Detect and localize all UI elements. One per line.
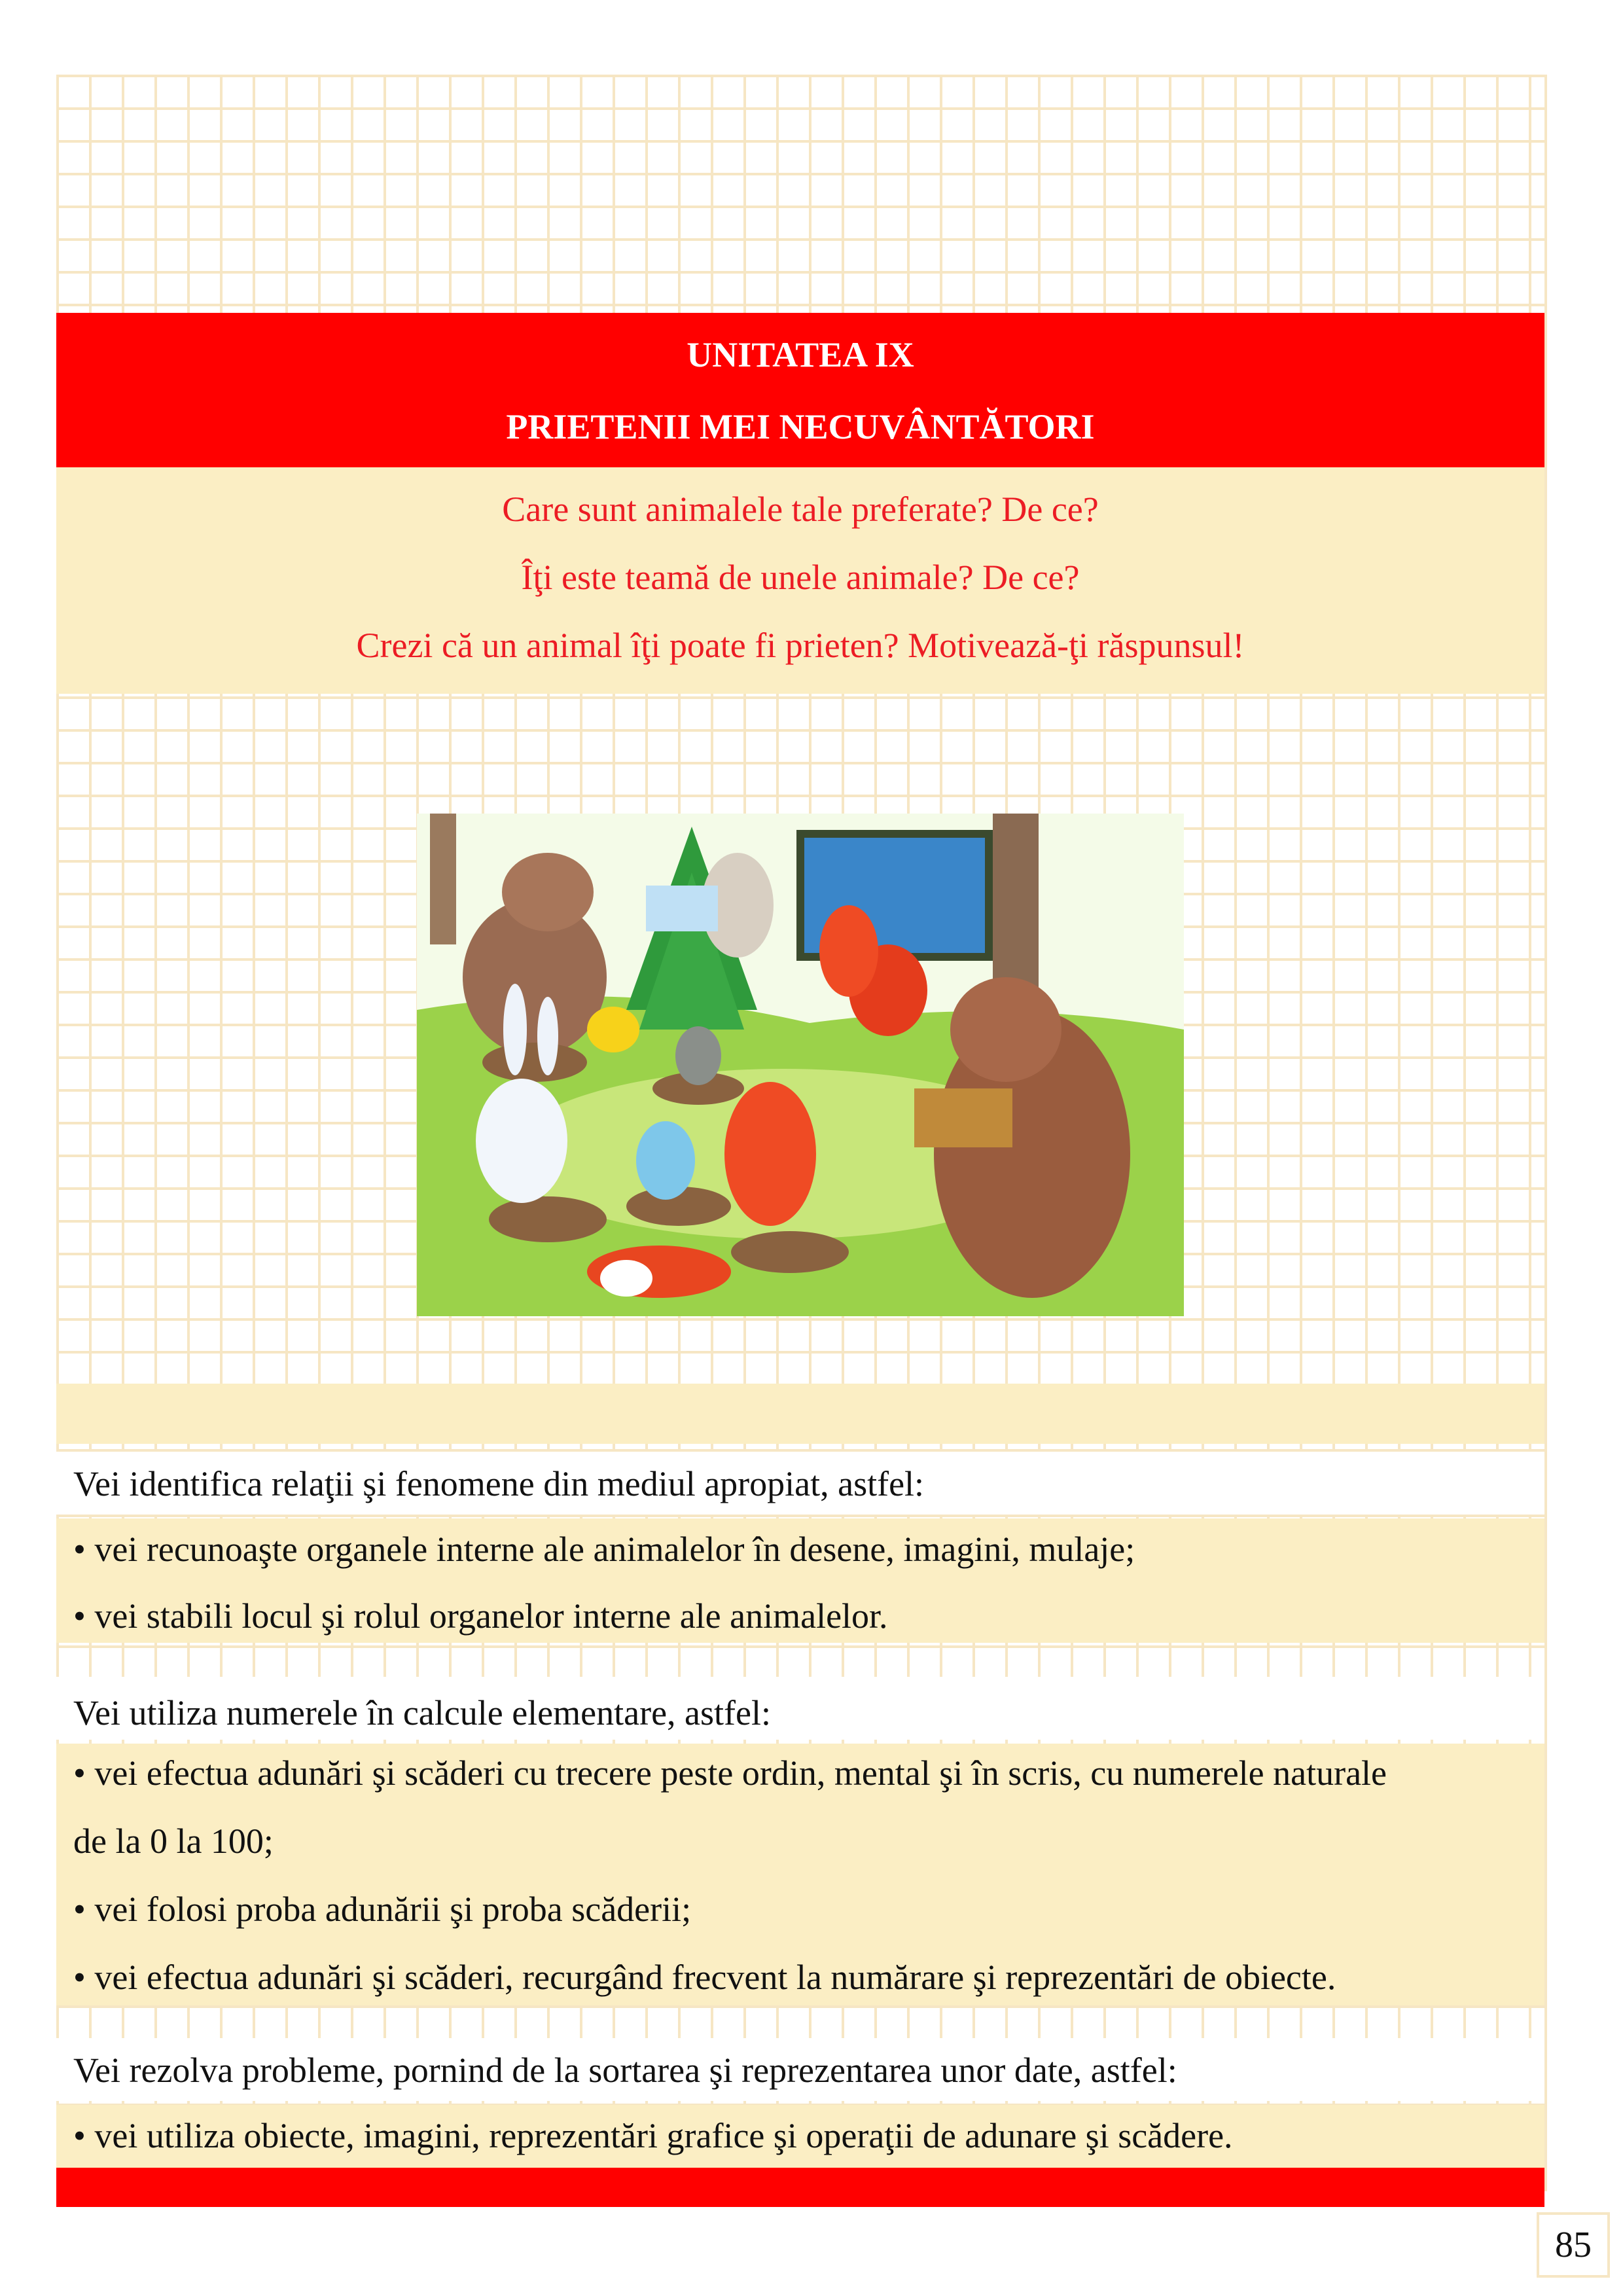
objective-item: • vei efectua adunări şi scăderi, recurgând frecvent la numărare şi reprezentări de obiecte. xyxy=(73,1958,1336,1997)
unit-title: PRIETENII MEI NECUVÂNTĂTORI xyxy=(506,407,1095,446)
objective-item: • vei stabili locul şi rolul organelor interne ale animalelor. xyxy=(73,1596,888,1636)
unit-number: UNITATEA IX xyxy=(687,335,914,374)
objective-heading-row xyxy=(56,2038,1544,2101)
questions-box xyxy=(56,467,1544,694)
question-2: Îţi este teamă de unele animale? De ce? xyxy=(521,558,1080,597)
section-divider xyxy=(56,1384,1544,1444)
objective-heading-2: Vei utiliza numerele în calcule elementare, astfel: xyxy=(73,1693,771,1732)
objective-items-2 xyxy=(56,1744,1544,2005)
objective-item: • vei utiliza obiecte, imagini, reprezentări grafice şi operaţii de adunare şi scădere. xyxy=(73,2116,1233,2155)
page-number: 85 xyxy=(1537,2212,1610,2278)
objective-item: • vei recunoaşte organele interne ale animalelor în desene, imagini, mulaje; xyxy=(73,1530,1135,1569)
objective-item: • vei folosi proba adunării şi proba scăderii; xyxy=(73,1890,692,1929)
objective-heading-row xyxy=(56,1452,1544,1515)
illustration-svg xyxy=(417,814,1184,1316)
objective-heading-3: Vei rezolva probleme, pornind de la sortarea şi reprezentarea unor date, astfel: xyxy=(73,2051,1177,2090)
unit-header xyxy=(56,313,1544,467)
objective-heading-row xyxy=(56,1677,1544,1740)
objective-items-1 xyxy=(56,1518,1544,1643)
question-1: Care sunt animalele tale preferate? De ce? xyxy=(502,490,1099,529)
objective-item: • vei efectua adunări şi scăderi cu trecere peste ordin, mental şi în scris, cu numerele naturale xyxy=(73,1753,1387,1793)
question-3: Crezi că un animal îţi poate fi prieten? Motivează-ţi răspunsul! xyxy=(356,626,1245,665)
objective-item: de la 0 la 100; xyxy=(73,1821,274,1861)
objective-heading-1: Vei identifica relaţii şi fenomene din mediul apropiat, astfel: xyxy=(73,1464,925,1503)
forest-school-animals-illustration xyxy=(417,814,1184,1316)
objective-items-3 xyxy=(56,2105,1544,2168)
bottom-red-bar xyxy=(56,2168,1544,2207)
